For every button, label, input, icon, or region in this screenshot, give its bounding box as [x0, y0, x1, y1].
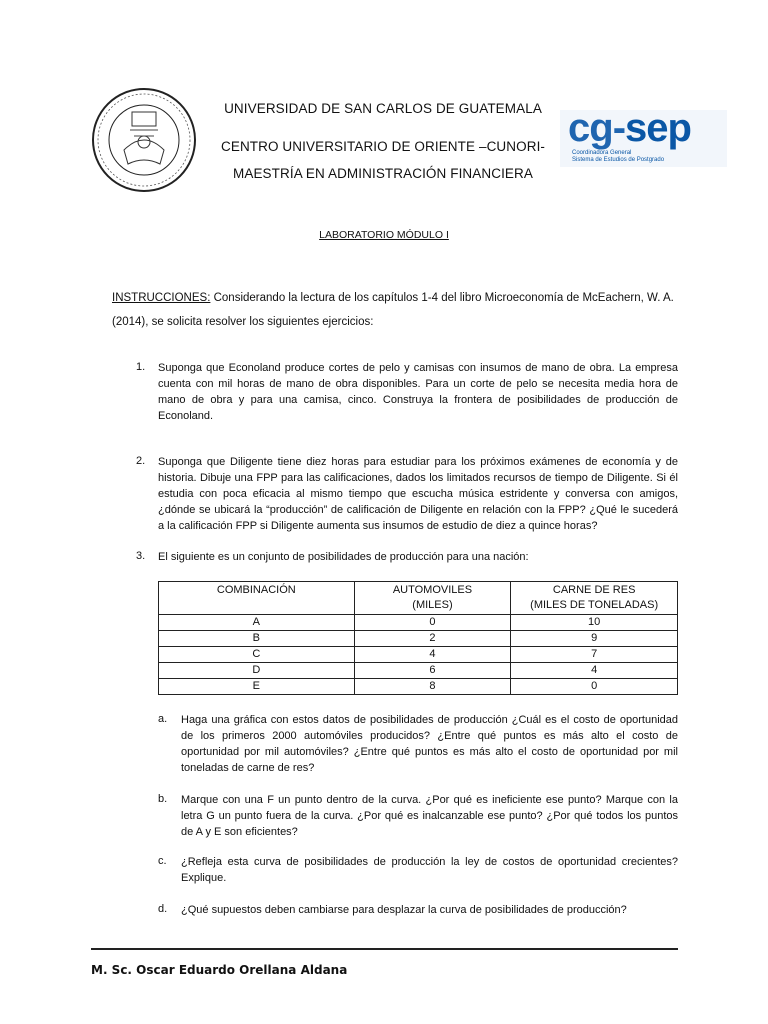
campus-name: CENTRO UNIVERSITARIO DE ORIENTE –CUNORI- — [220, 139, 546, 154]
exercise-3-text: El siguiente es un conjunto de posibilidades de producción para una nación: — [158, 551, 529, 563]
table-cell: 9 — [511, 631, 678, 647]
table-cell: 10 — [511, 615, 678, 631]
table-cell: 4 — [511, 663, 678, 679]
university-seal-icon — [92, 88, 196, 192]
header-automoviles: AUTOMOVILES (MILES) — [354, 582, 511, 615]
exercise-2-text: Suponga que Diligente tiene diez horas para estudiar para los próximos exámenes de economía y de historia. Dibuje una FPP para las calificaciones, dados los limitados recursos de tiempo de Diligente. Si él estudia con poca eficacia al mismo tiempo que escucha música estridente y conversa con amigos, ¿dónde se ubicará la “producción” de calificación de Diligente en relación con la FPP? ¿Qué le sucederá a la calificación FPP si Diligente aumenta sus insumos de estudio de diez a quince horas? — [158, 456, 678, 532]
table-row — [159, 631, 678, 647]
table-cell: 6 — [354, 663, 511, 679]
subquestion-c-text: ¿Refleja esta curva de posibilidades de producción la ley de costos de oportunidad crecientes? Explique. — [181, 856, 678, 884]
table-row — [159, 647, 678, 663]
table-cell: 4 — [354, 647, 511, 663]
footer-divider — [91, 948, 678, 950]
header-combination: COMBINACIÓN — [159, 582, 355, 615]
subquestion-d-text: ¿Qué supuestos deben cambiarse para desplazar la curva de posibilidades de producción? — [181, 904, 627, 916]
instructions-label: INSTRUCCIONES: — [112, 292, 211, 304]
program-name: MAESTRÍA EN ADMINISTRACIÓN FINANCIERA — [233, 166, 533, 181]
table-cell: B — [159, 631, 355, 647]
table-row — [159, 679, 678, 695]
table-header-row — [159, 582, 678, 615]
table-cell: 0 — [511, 679, 678, 695]
exercise-3-number: 3. — [136, 550, 146, 562]
instructions-line-1: INSTRUCCIONES: Considerando la lectura de los capítulos 1-4 del libro Microeconomía de McEachern, W. A. — [112, 292, 674, 304]
table-cell: 0 — [354, 615, 511, 631]
subquestion-c-letter: c. — [158, 855, 167, 867]
instructions-line-2: (2014), se solicita resolver los siguientes ejercicios: — [112, 316, 374, 328]
university-name: UNIVERSIDAD DE SAN CARLOS DE GUATEMALA — [224, 101, 542, 116]
table-row — [159, 663, 678, 679]
cg-sep-logo-caption: Coordinadora General Sistema de Estudios de Postgrado — [572, 150, 665, 163]
table-cell: 2 — [354, 631, 511, 647]
subquestion-b-text: Marque con una F un punto dentro de la curva. ¿Por qué es ineficiente ese punto? Marque con la letra G un punto fuera de la curva. ¿Por qué es inalcanzable ese punto? ¿Por qué todos los puntos de A y E son eficientes? — [181, 794, 678, 838]
exercise-1-number: 1. — [136, 361, 146, 373]
table-cell: C — [159, 647, 355, 663]
table-cell: A — [159, 615, 355, 631]
subquestion-a-text: Haga una gráfica con estos datos de posibilidades de producción ¿Cuál es el costo de oportunidad de los primeros 2000 automóviles producidos? ¿Entre qué puntos es más alto el costo de oportunidad por mil automóviles? ¿Entre qué puntos es más alto el costo de oportunidad por mil toneladas de carne de res? — [181, 714, 678, 774]
header-carne-de-res: CARNE DE RES (MILES DE TONELADAS) — [511, 582, 678, 615]
table-cell: D — [159, 663, 355, 679]
table-cell: E — [159, 679, 355, 695]
exercise-2-number: 2. — [136, 455, 146, 467]
footer-author: M. Sc. Oscar Eduardo Orellana Aldana — [91, 963, 348, 977]
subquestion-d-letter: d. — [158, 903, 168, 915]
exercise-1-text: Suponga que Econoland produce cortes de pelo y camisas con insumos de mano de obra. La empresa cuenta con mil horas de mano de obra disponibles. Para un corte de pelo se necesita media hora de mano de obra y para una camisa, cinco. Construya la frontera de posibilidades de producción de Econoland. — [158, 362, 678, 422]
cg-sep-logo-text: cg-sep — [568, 106, 691, 150]
subquestion-a-letter: a. — [158, 713, 168, 725]
table-row — [159, 615, 678, 631]
table-cell: 8 — [354, 679, 511, 695]
table-cell: 7 — [511, 647, 678, 663]
production-possibilities-table — [158, 581, 678, 695]
lab-title: LABORATORIO MÓDULO I — [319, 229, 449, 241]
subquestion-b-letter: b. — [158, 793, 168, 805]
